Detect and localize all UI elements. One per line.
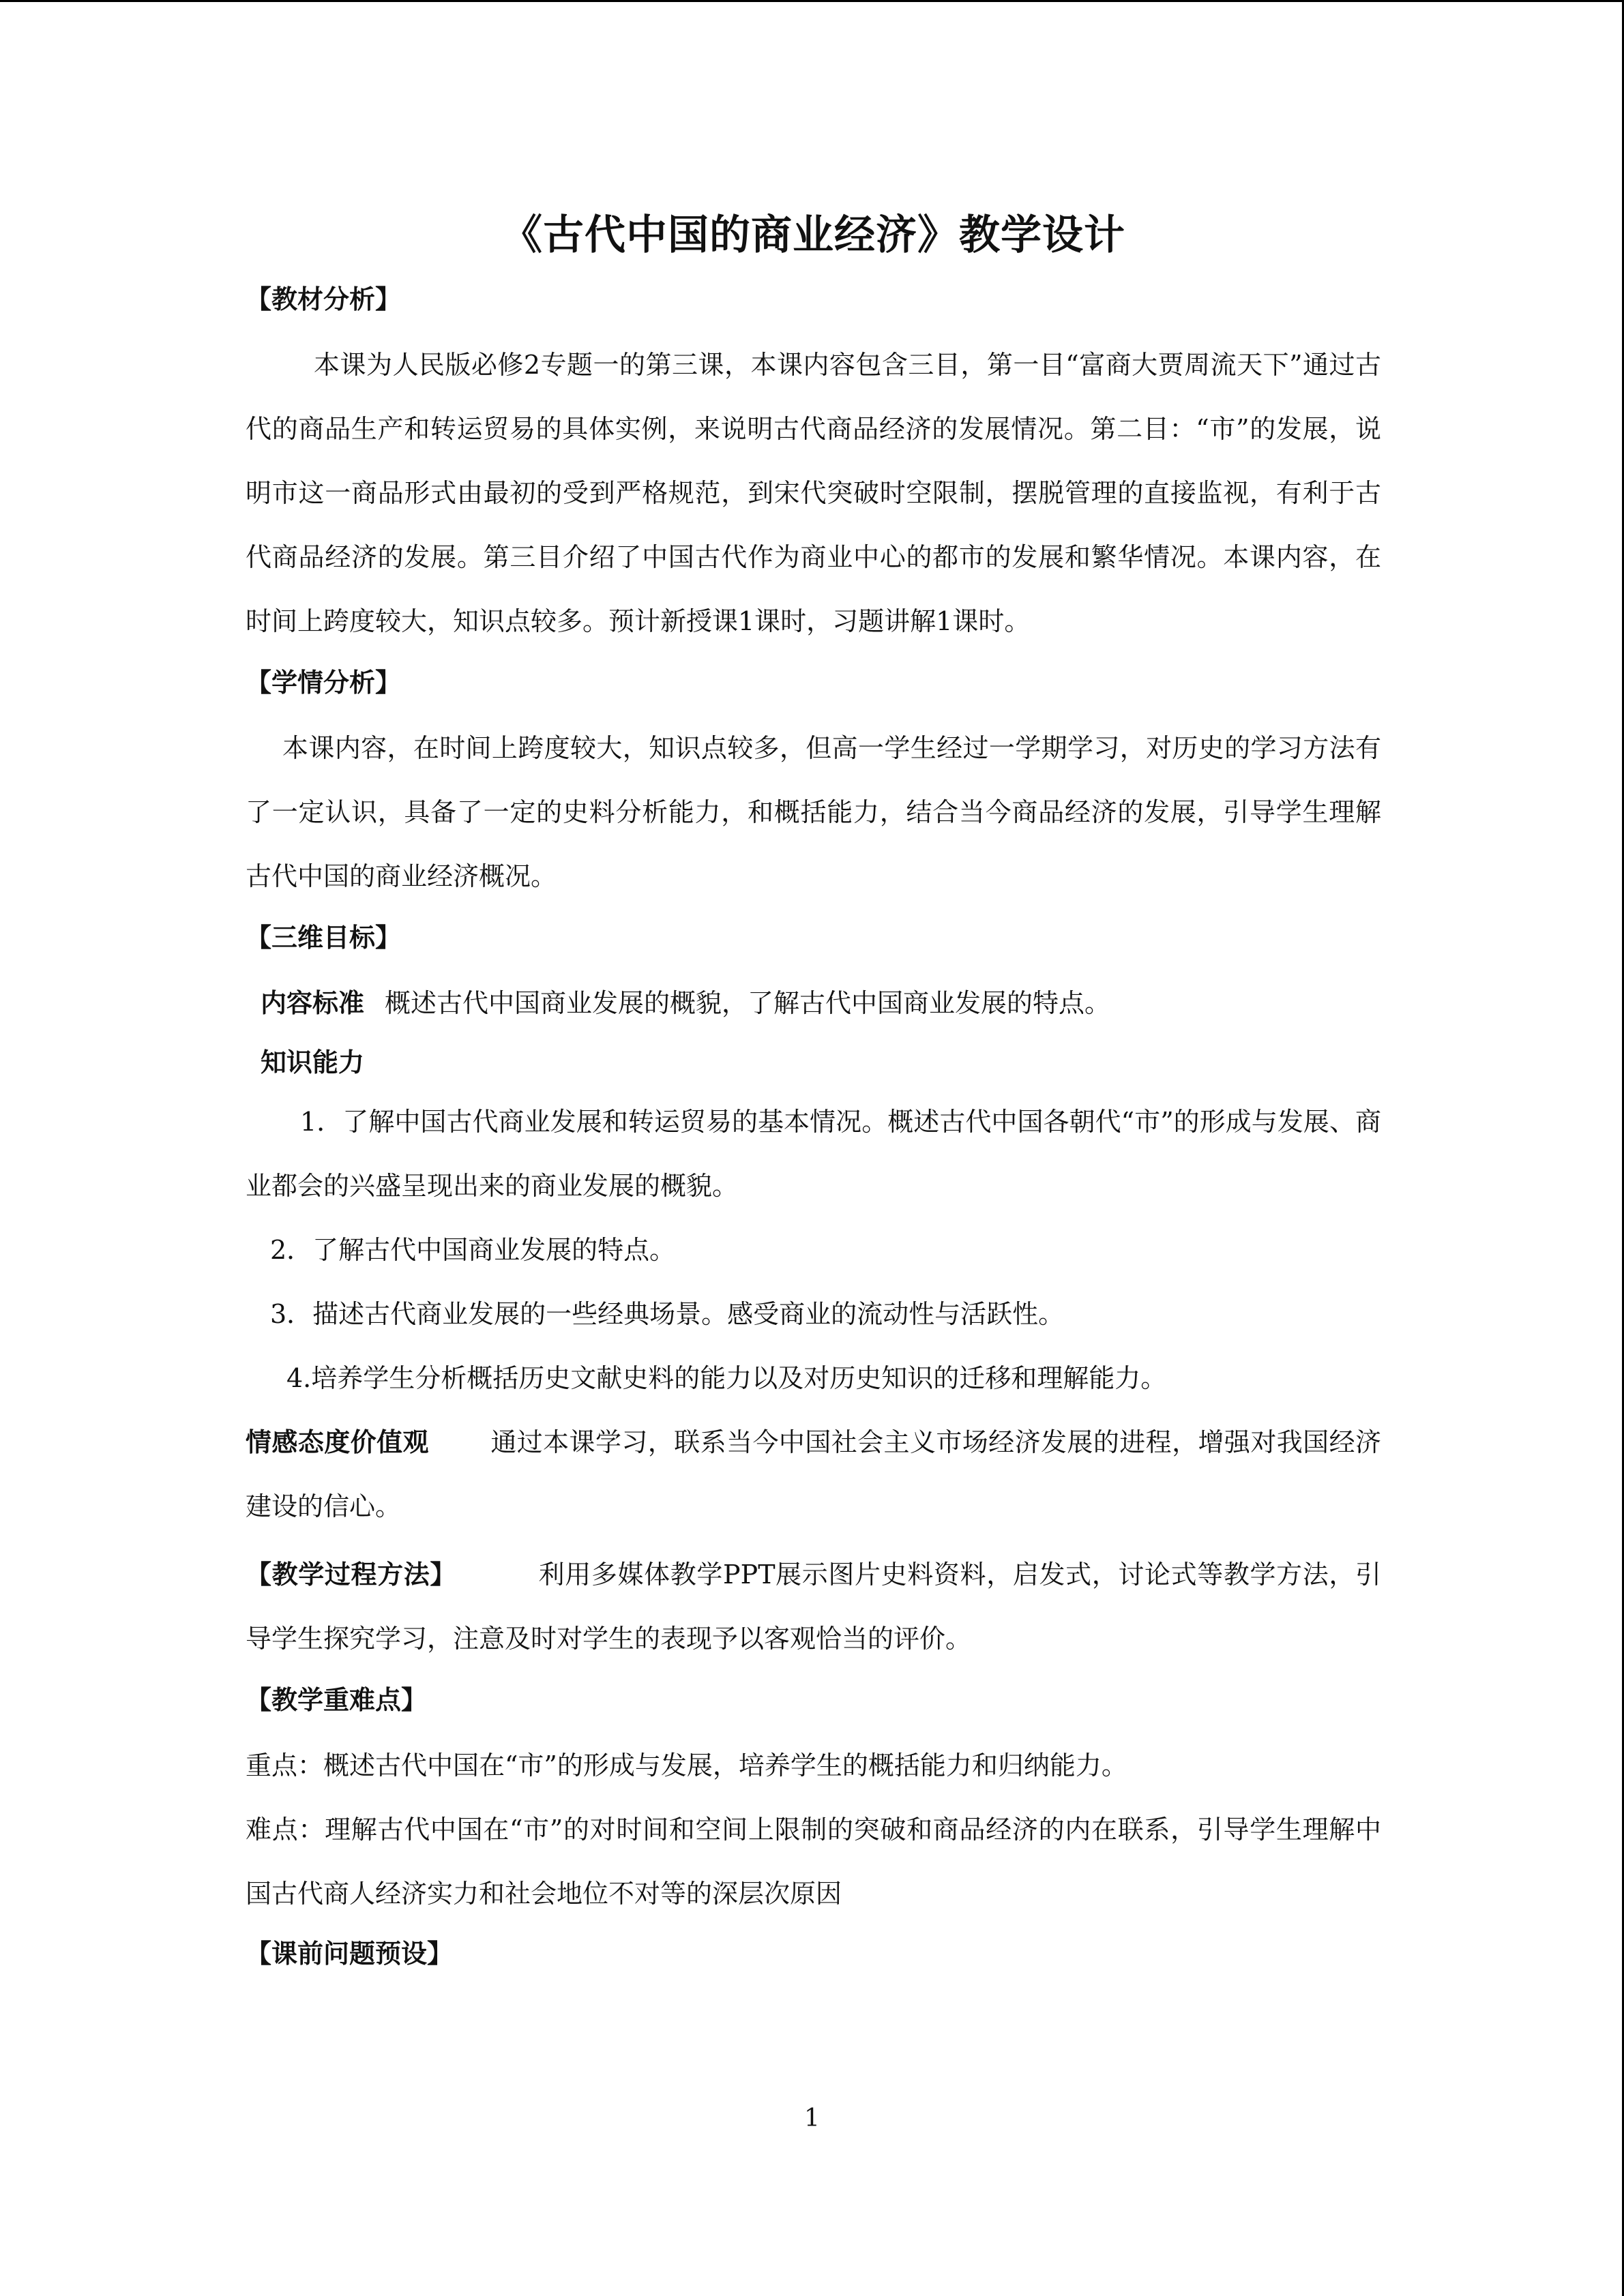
heading-three-goals: 【三维目标】 xyxy=(246,923,402,953)
heading-key-points: 【教学重难点】 xyxy=(246,1685,428,1715)
content-standard-line xyxy=(246,971,1381,1035)
goal-item-1: 1．了解中国古代商业发展和转运贸易的基本情况。概述古代中国各朝代“市”的形成与发展、商业都会的兴盛呈现出来的商业发展的概貌。 xyxy=(246,1107,1381,1201)
values-paragraph xyxy=(246,1410,1381,1538)
goal-item-2: 2．了解古代中国商业发展的特点。 xyxy=(270,1235,676,1265)
heading-textbook-analysis: 【教材分析】 xyxy=(246,284,402,314)
page-number: 1 xyxy=(804,2104,820,2132)
knowledge-label: 知识能力 xyxy=(261,1047,365,1077)
teaching-method-text: 利用多媒体教学PPT展示图片史料资料，启发式，讨论式等教学方法，引导学生探究学习，注意及时对学生的表现予以客观恰当的评价。 xyxy=(246,1560,1381,1654)
heading-pre-class: 【课前问题预设】 xyxy=(246,1939,454,1969)
document-title: 《古代中国的商业经济》教学设计 xyxy=(501,211,1125,259)
goal-item-4: 4.培养学生分析概括历史文献史料的能力以及对历史知识的迁移和理解能力。 xyxy=(286,1363,1167,1393)
page-top-border xyxy=(0,0,1624,2)
knowledge-label-line xyxy=(246,1035,1381,1090)
teaching-method-paragraph xyxy=(246,1542,1381,1671)
goal-item-3: 3．描述古代商业发展的一些经典场景。感受商业的流动性与活跃性。 xyxy=(270,1299,1065,1329)
content-standard-text: 概述古代中国商业发展的概貌，了解古代中国商业发展的特点。 xyxy=(385,988,1111,1018)
content-standard-label: 内容标准 xyxy=(261,988,365,1018)
values-text: 通过本课学习，联系当今中国社会主义市场经济发展的进程，增强对我国经济建设的信心。 xyxy=(246,1427,1381,1521)
key-point-line: 重点：概述古代中国在“市”的形成与发展，培养学生的概括能力和归纳能力。 xyxy=(246,1750,1127,1780)
heading-teaching-method: 【教学过程方法】 xyxy=(246,1560,457,1590)
document-body xyxy=(246,205,1381,1987)
heading-student-analysis: 【学情分析】 xyxy=(246,668,402,698)
values-label: 情感态度价值观 xyxy=(246,1427,429,1457)
difficult-point-paragraph: 难点：理解古代中国在“市”的对时间和空间上限制的突破和商品经济的内在联系，引导学生理解中国古代商人经济实力和社会地位不对等的深层次原因 xyxy=(246,1815,1381,1909)
paragraph-student-analysis: 本课内容，在时间上跨度较大，知识点较多，但高一学生经过一学期学习，对历史的学习方法有了一定认识，具备了一定的史料分析能力，和概括能力，结合当今商品经济的发展，引导学生理解古代中国的商业经济概况。 xyxy=(246,733,1381,891)
paragraph-textbook-analysis: 本课为人民版必修2专题一的第三课，本课内容包含三目，第一目“富商大贾周流天下”通过古代的商品生产和转运贸易的具体实例，来说明古代商品经济的发展情况。第二目：“市”的发展，说明市这一商品形式由最初的受到严格规范，到宋代突破时空限制，摆脱管理的直接监视，有利于古代商品经济的发展。第三目介绍了中国古代作为商业中心的都市的发展和繁华情况。本课内容，在时间上跨度较大，知识点较多。预计新授课1课时，习题讲解1课时。 xyxy=(246,350,1381,636)
